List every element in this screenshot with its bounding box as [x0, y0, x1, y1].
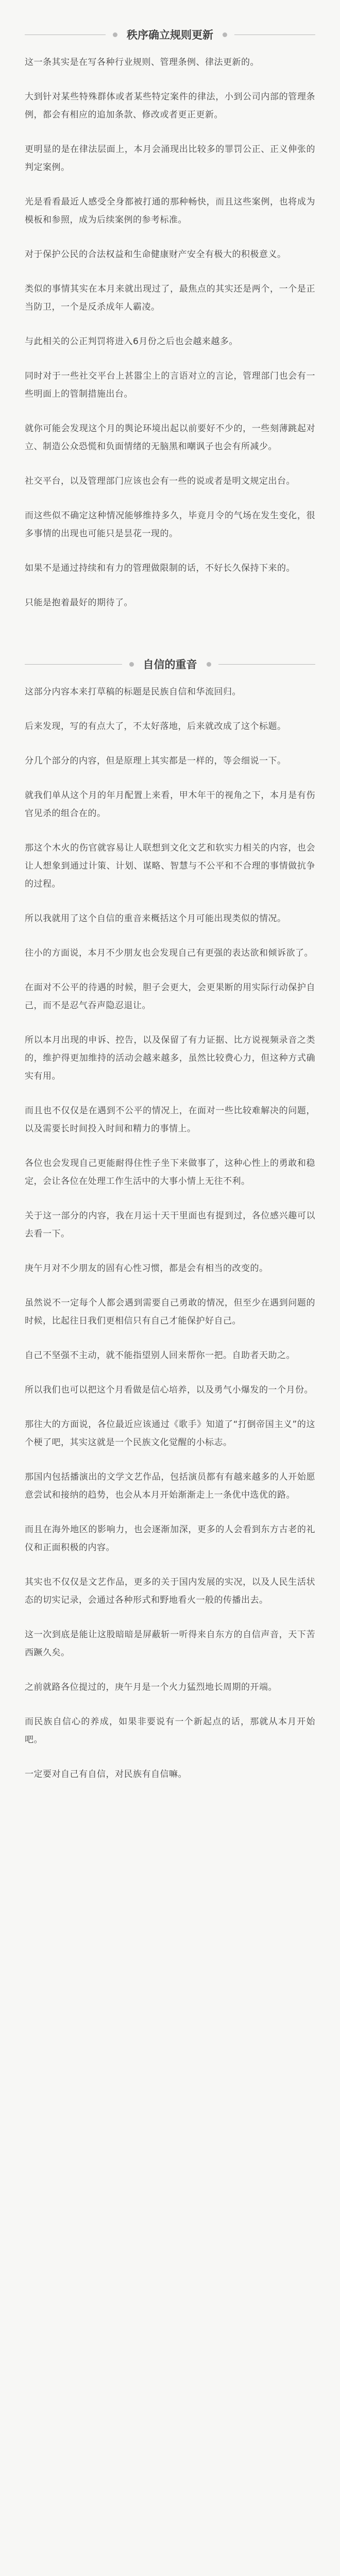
body-paragraph: 一定要对自己有自信，对民族有自信嘛。 [25, 1769, 187, 1780]
body-paragraph: 而这些似不确定这种情况能够维持多久，毕竟月令的气场在发生变化，很多事情的出现也可能只是昙花一现的。 [25, 511, 315, 539]
body-paragraph: 自己不坚强不主动，就不能指望别人回来帮你一把。自助者天助之。 [25, 1350, 295, 1361]
body-paragraph: 在面对不公平的待遇的时候，胆子会更大，会更果断的用实际行动保护自己，而不是忍气吞声隐忍退让。 [25, 982, 315, 1011]
body-paragraph: 类似的事情其实在本月来就出现过了，最焦点的其实还是两个，一个是正当防卫，一个是反杀成年人霸凌。 [25, 284, 315, 312]
body-paragraph: 那往大的方面说，各位最近应该通过《歌手》知道了“打倒帝国主义”的这个梗了吧，其实这就是一个民族文化觉醒的小标志。 [25, 1419, 315, 1448]
body-paragraph: 大到针对某些特殊群体或者某些特定案件的律法，小到公司内部的管理条例，都会有相应的追加条款、修改或者更正更新。 [25, 92, 315, 120]
body-paragraph: 虽然说不一定每个人都会遇到需要自己勇敢的情况，但至少在遇到问题的时候，比起往日我们更相信只有自己才能保护好自己。 [25, 1298, 315, 1326]
section-spacer [25, 629, 315, 656]
divider-line [25, 664, 122, 665]
body-paragraph: 各位也会发现自己更能耐得住性子坐下来做事了，这种心性上的勇敢和稳定，会让各位在处理工作生活中的大事小情上无往不利。 [25, 1158, 315, 1187]
body-paragraph: 分几个部分的内容，但是原理上其实都是一样的，等会细说一下。 [25, 756, 286, 766]
body-paragraph: 而民族自信心的养成，如果非要说有一个新起点的话，那就从本月开始吧。 [25, 1717, 315, 1745]
body-paragraph: 光是看看最近人感受全身都被打通的那种畅快，而且这些案例，也将成为模板和参照，成为后续案例的参考标准。 [25, 197, 315, 225]
bullet-dot-icon [223, 32, 227, 37]
body-paragraph: 同时对于一些社交平台上甚嚣尘上的言语对立的言论，管理部门也会有一些明面上的管制措施出台。 [25, 371, 315, 399]
body-paragraph: 其实也不仅仅是文艺作品，更多的关于国内发展的实况，以及人民生活状态的切实记录，会通过各种形式和野地看火一般的传播出去。 [25, 1577, 315, 1605]
section-confidence [25, 656, 315, 1784]
body-paragraph: 这部分内容本来打草稿的标题是民族自信和华流回归。 [25, 687, 241, 697]
body-paragraph: 关于这一部分的内容，我在月运十天干里面也有提到过，各位感兴趣可以去看一下。 [25, 1211, 315, 1239]
section-title [25, 27, 315, 42]
body-paragraph: 而且在海外地区的影响力，也会逐渐加深，更多的人会看到东方古老的礼仪和正面积极的内容。 [25, 1524, 315, 1553]
body-paragraph: 与此相关的公正判罚将进入6月份之后也会越来越多。 [25, 336, 238, 347]
section-heading: 秩序确立规则更新 [127, 29, 213, 41]
body-paragraph: 就我们单从这个月的年月配置上来看，甲木年干的视角之下，本月是有伤官见杀的组合在的。 [25, 790, 315, 819]
body-paragraph: 所以我们也可以把这个月看做是信心培养，以及勇气小爆发的一个月份。 [25, 1385, 313, 1395]
section-body [25, 683, 315, 1784]
body-paragraph: 之前就路各位提过的，庚午月是一个火力猛烈地长周期的开端。 [25, 1682, 277, 1692]
body-paragraph: 如果不是通过持续和有力的管理做限制的话，不好长久保持下来的。 [25, 563, 295, 573]
body-paragraph: 所以本月出现的申诉、控告，以及保留了有力证据、比方说视频录音之类的，维护得更加维持的活动会越来越多，虽然比较费心力，但这种方式确实有用。 [25, 1035, 315, 1081]
section-order-rules [25, 27, 315, 612]
body-paragraph: 庚午月对不少朋友的固有心性习惯，都是会有相当的改变的。 [25, 1263, 268, 1274]
body-paragraph: 所以我就用了这个自信的重音来概括这个月可能出现类似的情况。 [25, 913, 286, 924]
body-paragraph: 往小的方面说，本月不少朋友也会发现自己有更强的表达欲和倾诉欲了。 [25, 948, 313, 958]
bullet-dot-icon [113, 32, 117, 37]
body-paragraph: 这一条其实是在写各种行业规则、管理条例、律法更新的。 [25, 57, 259, 67]
section-title [25, 656, 315, 672]
body-paragraph: 只能是抱着最好的期待了。 [25, 598, 133, 608]
body-paragraph: 那国内包括播演出的文学文艺作品，包括演员都有有越来越多的人开始愿意尝试和接纳的趋势，也会从本月开始渐渐走上一条优中选优的路。 [25, 1472, 315, 1500]
divider-line [218, 664, 316, 665]
body-paragraph: 更明显的是在律法层面上，本月会涌现出比较多的罪罚公正、正义伸张的判定案例。 [25, 144, 315, 173]
body-paragraph: 而且也不仅仅是在遇到不公平的情况上，在面对一些比较难解决的问题，以及需要长时间投入时间和精力的事情上。 [25, 1106, 315, 1134]
section-heading: 自信的重音 [143, 658, 197, 671]
body-paragraph: 那这个木火的伤官就容易让人联想到文化文艺和软实力相关的内容，也会让人想象到通过计策、计划、谋略、智慧与不公平和不合理的事情做抗争的过程。 [25, 843, 315, 889]
body-paragraph: 后来发现，写的有点大了，不太好落地，后来就改成了这个标题。 [25, 721, 286, 732]
body-paragraph: 对于保护公民的合法权益和生命健康财产安全有极大的积极意义。 [25, 249, 286, 260]
bullet-dot-icon [207, 662, 211, 667]
body-paragraph: 这一次到底是能让这股暗暗是屏蔽斩一听得来自东方的自信声音，天下苦西蹶久矣。 [25, 1630, 315, 1658]
body-paragraph: 社交平台，以及管理部门应该也会有一些的说或者是明文规定出台。 [25, 476, 295, 486]
body-paragraph: 就你可能会发现这个月的舆论环境出起以前要好不少的，一些刻薄跳起对立、制造公众恐慌和负面情绪的无脑黑和嘲讽子也会有所减少。 [25, 423, 315, 452]
bullet-dot-icon [129, 662, 134, 667]
section-body [25, 54, 315, 612]
